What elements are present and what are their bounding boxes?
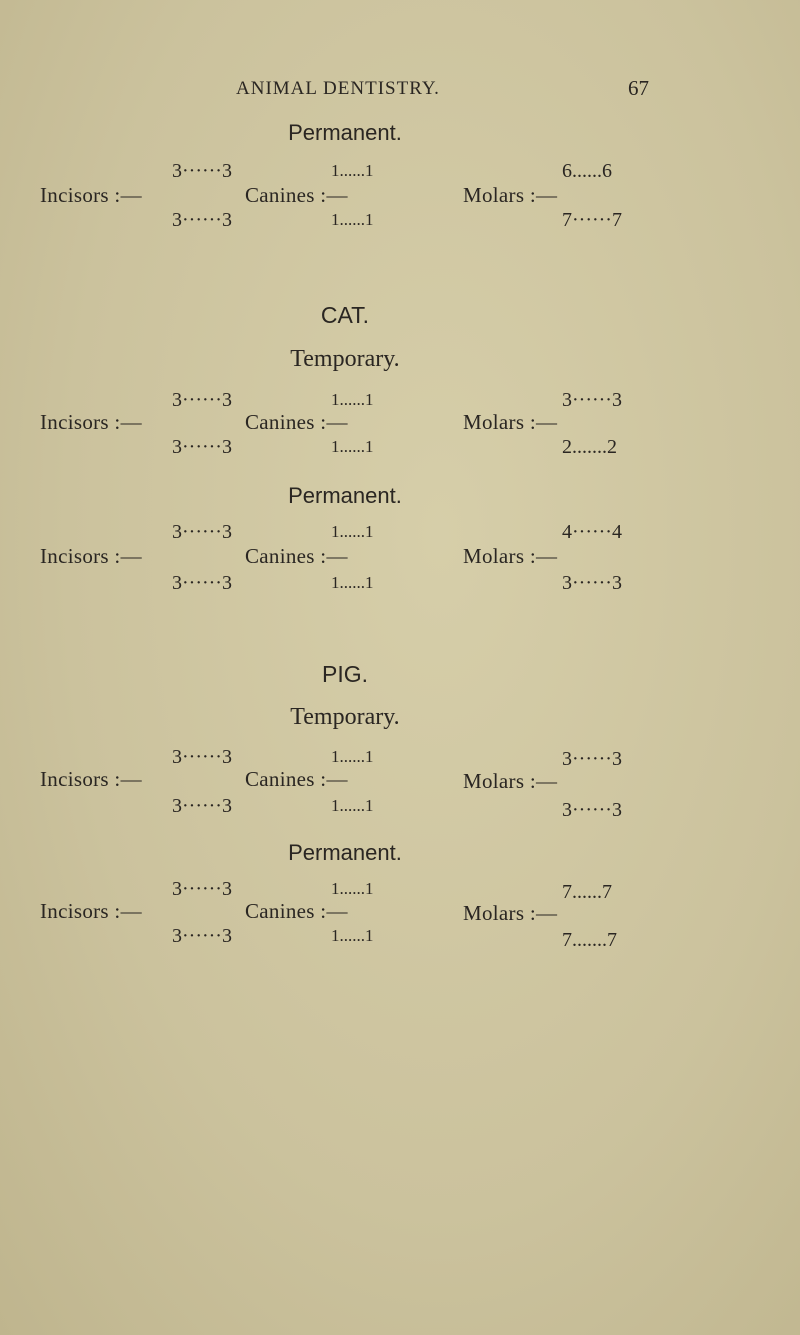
incisors-label: Incisors :— bbox=[40, 183, 142, 207]
dental-formula bbox=[0, 386, 800, 536]
incisors-lower: 3······3 bbox=[172, 572, 232, 594]
section-permanent-heading: Permanent. bbox=[288, 483, 402, 508]
incisors-label: Incisors :— bbox=[40, 410, 142, 434]
page-number: 67 bbox=[628, 76, 649, 100]
molars-label: Molars :— bbox=[463, 544, 558, 568]
molars-lower: 7······7 bbox=[562, 209, 622, 231]
canines-upper: 1......1 bbox=[331, 747, 374, 766]
canines-label: Canines :— bbox=[245, 544, 348, 568]
running-header bbox=[0, 78, 800, 108]
molars-lower: 2.......2 bbox=[562, 436, 617, 458]
incisors-lower: 3······3 bbox=[172, 436, 232, 458]
molars-label: Molars :— bbox=[463, 410, 558, 434]
canines-upper: 1......1 bbox=[331, 161, 374, 180]
canines-lower: 1......1 bbox=[331, 437, 374, 456]
canines-lower: 1......1 bbox=[331, 926, 374, 945]
section-permanent-heading: Permanent. bbox=[288, 840, 402, 865]
section-temporary-heading: Temporary. bbox=[290, 346, 400, 372]
molars-lower: 7.......7 bbox=[562, 929, 617, 951]
incisors-lower: 3······3 bbox=[172, 209, 232, 231]
canines-label: Canines :— bbox=[245, 410, 348, 434]
dental-formula bbox=[0, 157, 800, 307]
incisors-label: Incisors :— bbox=[40, 544, 142, 568]
incisors-upper: 3······3 bbox=[172, 746, 232, 768]
dental-formula bbox=[0, 875, 800, 1025]
molars-upper: 4······4 bbox=[562, 521, 622, 543]
running-title: ANIMAL DENTISTRY. bbox=[236, 78, 440, 99]
dental-formula bbox=[0, 518, 800, 668]
canines-lower: 1......1 bbox=[331, 796, 374, 815]
molars-label: Molars :— bbox=[463, 183, 558, 207]
molars-upper: 7......7 bbox=[562, 881, 612, 903]
molars-lower: 3······3 bbox=[562, 572, 622, 594]
incisors-upper: 3······3 bbox=[172, 878, 232, 900]
canines-upper: 1......1 bbox=[331, 522, 374, 541]
dental-formula bbox=[0, 743, 800, 893]
incisors-label: Incisors :— bbox=[40, 899, 142, 923]
incisors-lower: 3······3 bbox=[172, 925, 232, 947]
molars-upper: 6......6 bbox=[562, 160, 612, 182]
animal-heading-cat: CAT. bbox=[320, 302, 370, 328]
molars-label: Molars :— bbox=[463, 901, 558, 925]
animal-heading-pig: PIG. bbox=[321, 661, 368, 687]
incisors-upper: 3······3 bbox=[172, 521, 232, 543]
incisors-lower: 3······3 bbox=[172, 795, 232, 817]
canines-lower: 1......1 bbox=[331, 573, 374, 592]
section-permanent-heading: Permanent. bbox=[288, 120, 402, 145]
molars-label: Molars :— bbox=[463, 769, 558, 793]
canines-upper: 1......1 bbox=[331, 390, 374, 409]
section-temporary-heading: Temporary. bbox=[290, 704, 400, 730]
canines-upper: 1......1 bbox=[331, 879, 374, 898]
incisors-label: Incisors :— bbox=[40, 767, 142, 791]
incisors-upper: 3······3 bbox=[172, 389, 232, 411]
canines-lower: 1......1 bbox=[331, 210, 374, 229]
canines-label: Canines :— bbox=[245, 899, 348, 923]
canines-label: Canines :— bbox=[245, 183, 348, 207]
canines-label: Canines :— bbox=[245, 767, 348, 791]
incisors-upper: 3······3 bbox=[172, 160, 232, 182]
molars-upper: 3······3 bbox=[562, 389, 622, 411]
molars-upper: 3······3 bbox=[562, 748, 622, 770]
molars-lower: 3······3 bbox=[562, 799, 622, 821]
